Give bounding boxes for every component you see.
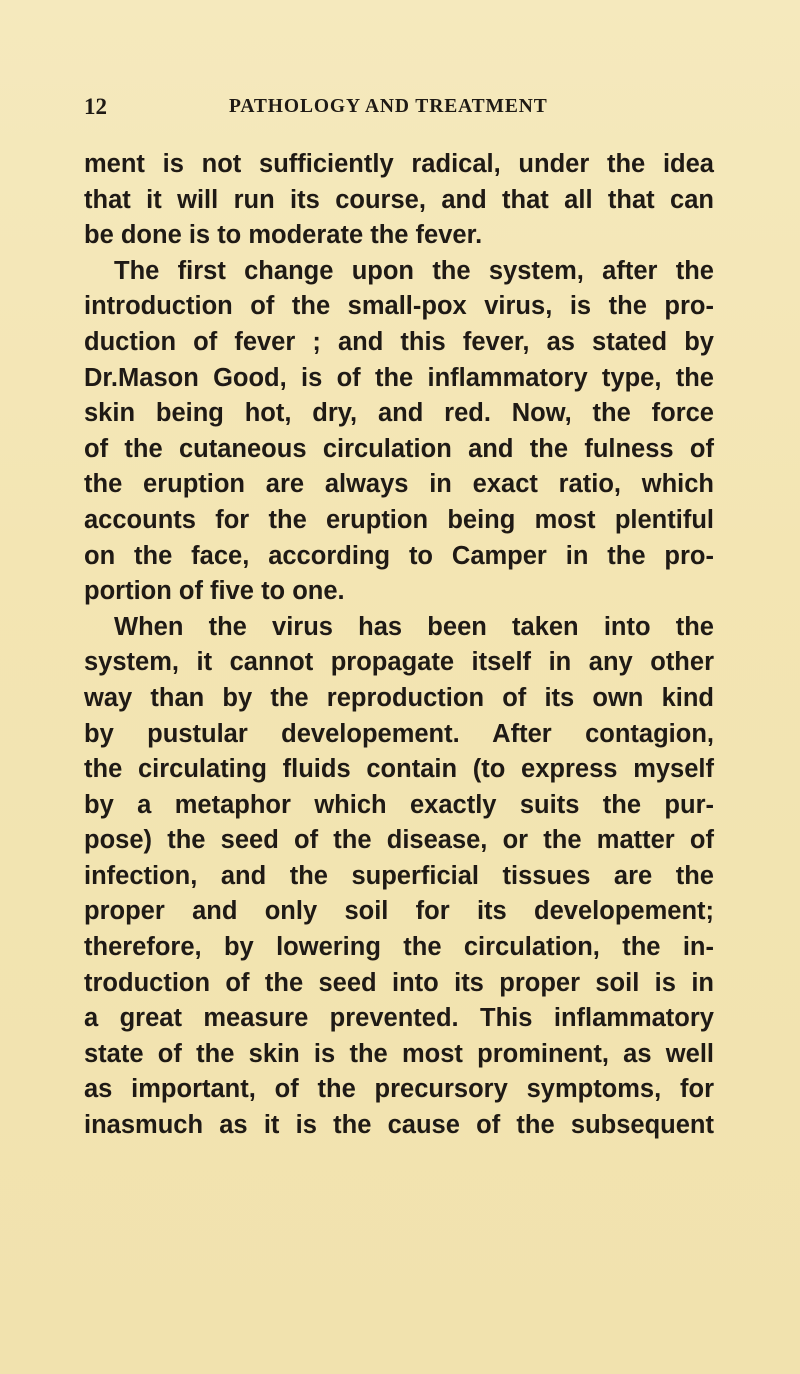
text-line: therefore, by lowering the circulation, the in- (84, 933, 714, 962)
page-number: 12 (84, 94, 107, 119)
text-line: way than by the reproduction of its own kind (84, 683, 714, 712)
text-line: ment is not sufficiently radical, under the idea (84, 150, 714, 178)
text-line: inasmuch as it is the cause of the subsequent (84, 1111, 714, 1140)
text-line: duction of fever ; and this fever, as stated by (84, 327, 714, 356)
text-line: that it will run its course, and that all that can (84, 185, 714, 214)
text-line: by a metaphor which exactly suits the pur- (84, 790, 714, 819)
text-line: as important, of the precursory symptoms, for (84, 1075, 714, 1104)
text-line: portion of five to one. (84, 577, 345, 606)
running-head (84, 94, 714, 124)
text-line: pose) the seed of the disease, or the matter of (84, 826, 714, 855)
text-line: on the face, according to Camper in the pro- (84, 541, 714, 570)
text-line: be done is to moderate the fever. (84, 221, 483, 250)
text-line: introduction of the small-pox virus, is the pro- (84, 292, 714, 321)
text-line: of the cutaneous circulation and the fulness of (84, 434, 714, 463)
text-line: When the virus has been taken into the (114, 612, 714, 641)
text-line: proper and only soil for its developement; (84, 897, 714, 926)
running-title: PATHOLOGY AND TREATMENT (229, 96, 548, 117)
text-line: skin being hot, dry, and red. Now, the force (84, 399, 714, 428)
text-line: troduction of the seed into its proper soil is in (84, 968, 714, 997)
text-line: the eruption are always in exact ratio, which (84, 470, 714, 499)
text-line: accounts for the eruption being most plentiful (84, 505, 714, 534)
body-text (84, 147, 714, 1144)
text-line: The first change upon the system, after the (114, 256, 714, 285)
text-line: the circulating fluids contain (to express myself (84, 755, 714, 784)
text-line: a great measure prevented. This inflammatory (84, 1004, 714, 1033)
text-line: state of the skin is the most prominent, as well (84, 1039, 714, 1068)
text-line: infection, and the superficial tissues are the (84, 861, 714, 890)
text-line: by pustular developement. After contagion, (84, 719, 714, 748)
text-line: system, it cannot propagate itself in any other (84, 648, 714, 677)
text-line: Dr.Mason Good, is of the inflammatory type, the (84, 363, 714, 392)
